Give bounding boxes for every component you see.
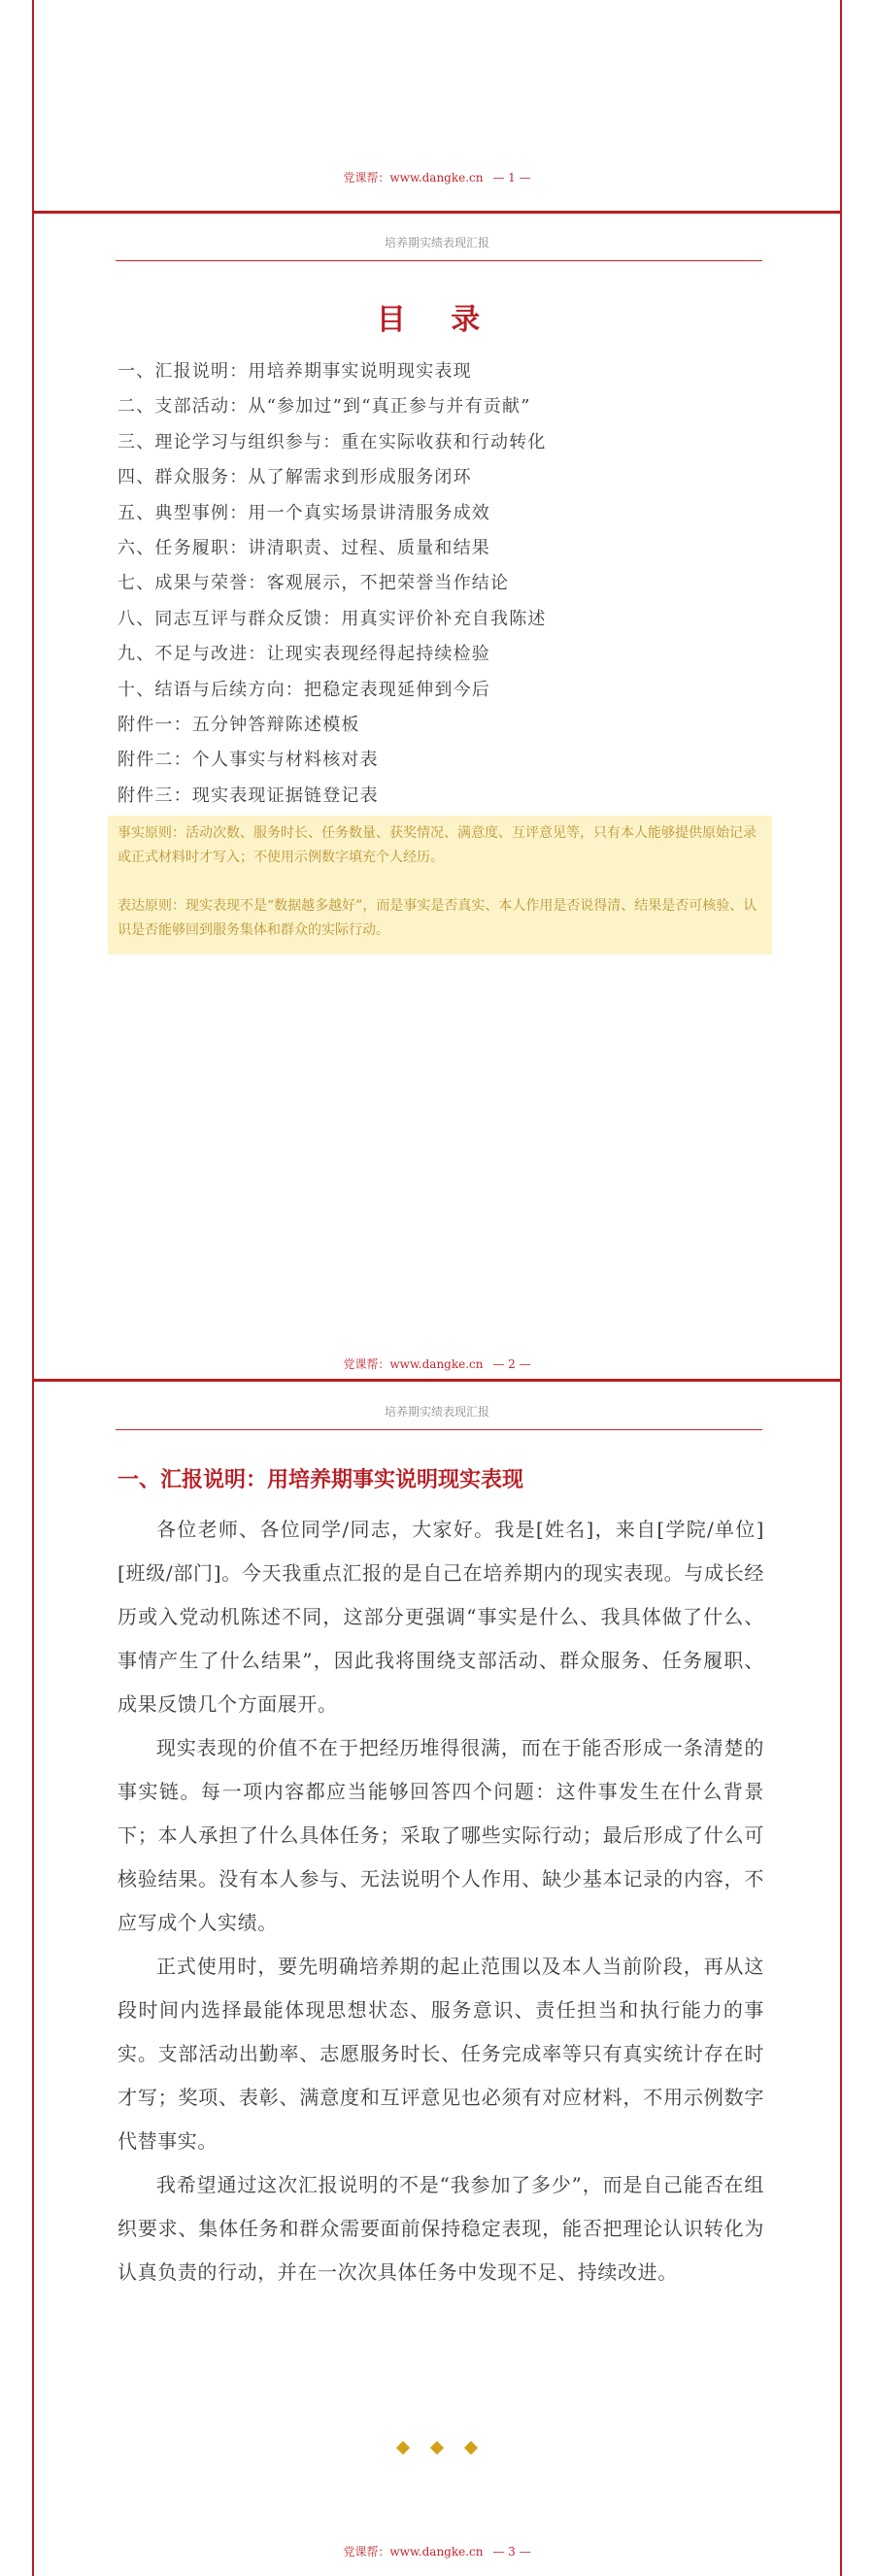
toc-item: 附件一：五分钟答辩陈述模板 [118, 714, 360, 735]
section-title: 一、汇报说明：用培养期事实说明现实表现 [118, 1468, 524, 1492]
page-footer [34, 169, 840, 185]
toc-item: 附件二：个人事实与材料核对表 [118, 750, 379, 771]
paragraph: 现实表现的价值不在于把经历堆得很满，而在于能否形成一条清楚的事实链。每一项内容都应当能够回答四个问题：这件事发生在什么背景下；本人承担了什么具体任务；采取了哪些实际行动；最后形成了什么可核验结果。没有本人参与、无法说明个人作用、缺少基本记录的内容，不应写成个人实绩。 [118, 1736, 764, 1934]
toc-list [118, 354, 778, 814]
header-rule [116, 260, 762, 261]
footer-page-number: — 1 — [492, 171, 531, 184]
footer-site-label: 党课帮：www.dangke.cn [343, 171, 484, 184]
footer-page-number: — 2 — [492, 1357, 531, 1371]
principles-note [108, 816, 772, 954]
toc-item: 九、不足与改进：让现实表现经得起持续检验 [118, 644, 490, 665]
toc-item: 五、典型事例：用一个真实场景讲清服务成效 [118, 502, 490, 523]
expression-principle: 表达原则：现实表现不是“数据越多越好”，而是事实是否真实、本人作用是否说得清、结果是否可核验、认识是否能够回到服务集体和群众的实际行动。 [118, 898, 757, 938]
toc-item: 一、汇报说明：用培养期事实说明现实表现 [118, 361, 472, 382]
diamond-icon [464, 2441, 478, 2455]
diamond-icon [430, 2441, 444, 2455]
footer-site-label: 党课帮：www.dangke.cn [343, 2545, 484, 2559]
page-3 [32, 1382, 842, 2576]
paragraph: 我希望通过这次汇报说明的不是“我参加了多少”，而是自己能否在组织要求、集体任务和群众需要面前保持稳定表现，能否把理论认识转化为认真负责的行动，并在一次次具体任务中发现不足、持续改进。 [118, 2173, 764, 2284]
page-header: 培养期实绩表现汇报 [384, 1405, 489, 1419]
section-body [118, 1508, 764, 2294]
section-end-ornament [34, 2438, 840, 2457]
toc-item: 六、任务履职：讲清职责、过程、质量和结果 [118, 537, 490, 558]
paragraph: 正式使用时，要先明确培养期的起止范围以及本人当前阶段，再从这段时间内选择最能体现思想状态、服务意识、责任担当和执行能力的事实。支部活动出勤率、志愿服务时长、任务完成率等只有真实统计存在时才写；奖项、表彰、满意度和互评意见也必须有对应材料，不用示例数字代替事实。 [118, 1955, 764, 2153]
page-1 [32, 0, 842, 212]
fact-principle: 事实原则：活动次数、服务时长、任务数量、获奖情况、满意度、互评意见等，只有本人能够提供原始记录或正式材料时才写入；不使用示例数字填充个人经历。 [118, 825, 756, 865]
toc-item: 附件三：现实表现证据链登记表 [118, 785, 379, 806]
toc-item: 七、成果与荣誉：客观展示，不把荣誉当作结论 [118, 573, 510, 594]
page-footer [34, 2543, 840, 2559]
diamond-icon [396, 2441, 410, 2455]
footer-site-label: 党课帮：www.dangke.cn [343, 1357, 484, 1371]
toc-item: 二、支部活动：从“参加过”到“真正参与并有贡献” [118, 396, 531, 418]
footer-page-number: — 3 — [492, 2545, 531, 2559]
toc-item: 十、结语与后续方向：把稳定表现延伸到今后 [118, 679, 490, 700]
toc-item: 四、群众服务：从了解需求到形成服务闭环 [118, 467, 472, 488]
toc-item: 三、理论学习与组织参与：重在实际收获和行动转化 [118, 431, 547, 452]
page-header: 培养期实绩表现汇报 [384, 236, 489, 250]
header-rule [116, 1429, 762, 1430]
toc-item: 八、同志互评与群众反馈：用真实评价补充自我陈述 [118, 608, 547, 629]
toc-title: 目 录 [376, 303, 498, 337]
page-2 [32, 214, 842, 1379]
page-footer [34, 1355, 840, 1372]
paragraph: 各位老师、各位同学/同志，大家好。我是[姓名]，来自[学院/单位][班级/部门]。今天我重点汇报的是自己在培养期内的现实表现。与成长经历或入党动机陈述不同，这部分更强调“事实是什么、我具体做了什么、事情产生了什么结果”，因此我将围绕支部活动、群众服务、任务履职、成果反馈几个方面展开。 [118, 1518, 764, 1716]
